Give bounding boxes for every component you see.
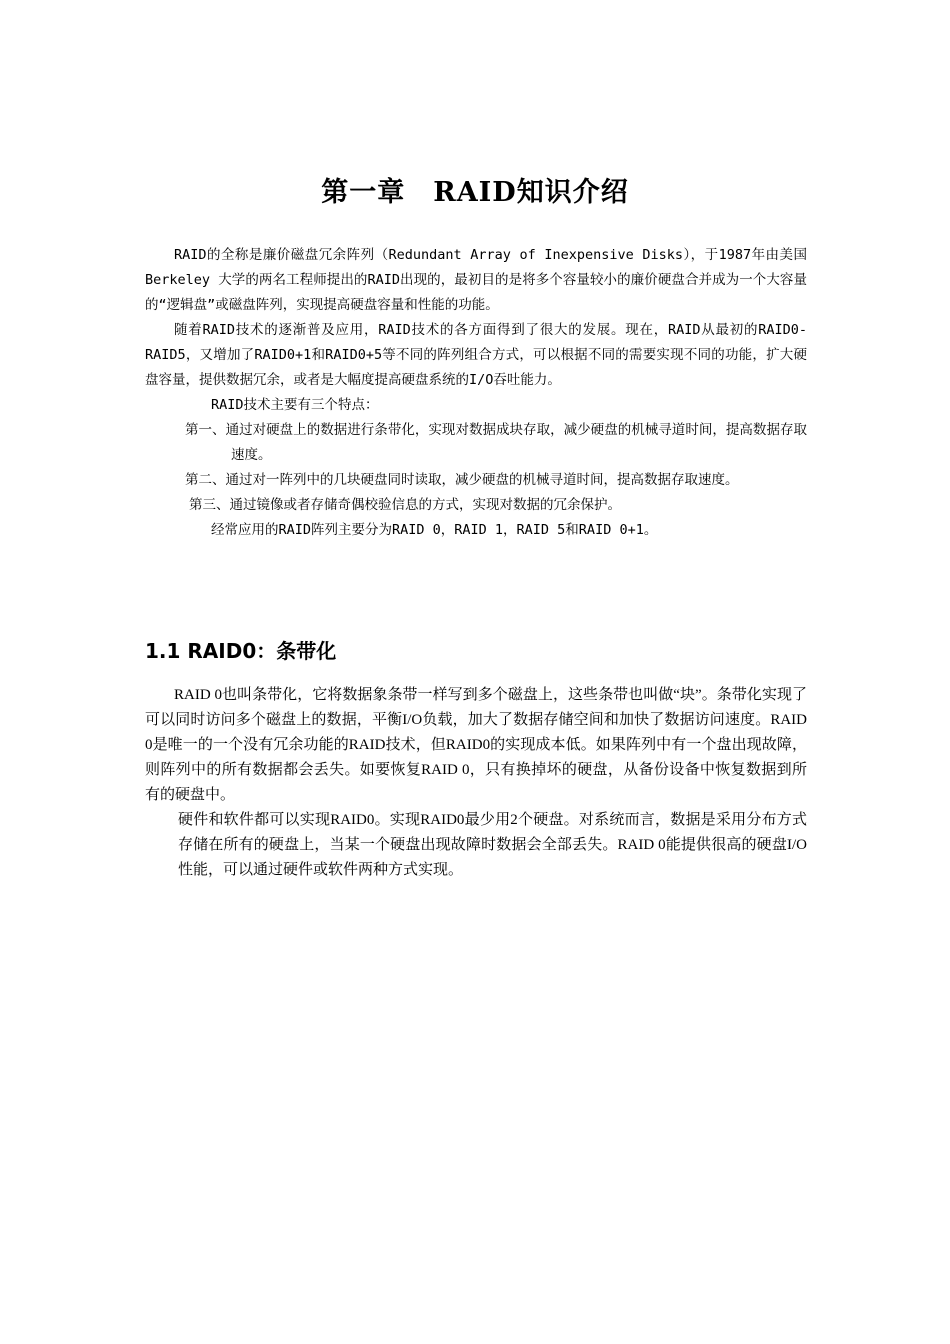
feature-item-3: 第三、通过镜像或者存储奇偶校验信息的方式，实现对数据的冗余保护。 <box>189 497 621 513</box>
common-raid-levels: 经常应用的RAID阵列主要分为RAID 0，RAID 1，RAID 5和RAID 0+1。 <box>211 522 658 538</box>
intro-section <box>145 243 807 543</box>
raid0-paragraph-1: RAID 0也叫条带化，它将数据象条带一样写到多个磁盘上，这些条带也叫做“块”。条带化实现了可以同时访问多个磁盘上的数据，平衡I/O负载，加大了数据存储空间和加快了数据访问速度。RAID 0是唯一的一个没有冗余功能的RAID技术，但RAID0的实现成本低。如果阵列中有一个盘出现故障，则阵列中的所有数据都会丢失。如要恢复RAID 0，只有换掉坏的硬盘，从备份设备中恢复数据到所有的硬盘中。 <box>145 687 807 803</box>
raid0-section <box>145 683 807 883</box>
intro-paragraph-1: RAID的全称是廉价磁盘冗余阵列（Redundant Array of Inexpensive Disks），于1987年由美国Berkeley 大学的两名工程师提出的RAID出现的，最初目的是将多个容量较小的廉价硬盘合并成为一个大容量的“逻辑盘”或磁盘阵列，实现提高硬盘容量和性能的功能。 <box>145 247 807 313</box>
feature-item-1: 第一、通过对硬盘上的数据进行条带化，实现对数据成块存取，减少硬盘的机械寻道时间，提高数据存取速度。 <box>185 422 807 463</box>
intro-paragraph-2: 随着RAID技术的逐渐普及应用，RAID技术的各方面得到了很大的发展。现在，RAID从最初的RAID0-RAID5，又增加了RAID0+1和RAID0+5等不同的阵列组合方式，可以根据不同的需要实现不同的功能，扩大硬盘容量，提供数据冗余，或者是大幅度提高硬盘系统的I/O吞吐能力。 <box>145 322 807 388</box>
features-intro: RAID技术主要有三个特点： <box>211 397 379 413</box>
section-heading-1-1: 1.1 RAID0：条带化 <box>145 639 337 663</box>
chapter-title: 第一章 RAID知识介绍 <box>321 177 629 208</box>
raid0-paragraph-2: 硬件和软件都可以实现RAID0。实现RAID0最少用2个硬盘。对系统而言，数据是采用分布方式存储在所有的硬盘上，当某一个硬盘出现故障时数据会全部丢失。RAID 0能提供很高的硬盘I/O性能，可以通过硬件或软件两种方式实现。 <box>178 812 807 878</box>
feature-item-2: 第二、通过对一阵列中的几块硬盘同时读取，减少硬盘的机械寻道时间，提高数据存取速度。 <box>185 472 739 488</box>
